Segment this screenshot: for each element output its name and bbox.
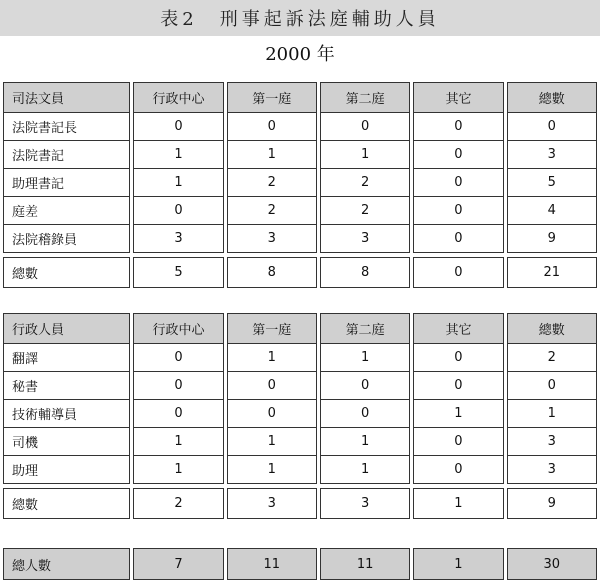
table-cell: 3 [133,225,223,253]
total-cell: 5 [133,257,223,288]
row-label: 法院稽錄員 [3,225,130,253]
total-cell: 1 [413,488,503,519]
row-label: 翻譯 [3,344,130,372]
table-cell: 0 [133,400,223,428]
table-cell: 0 [413,197,503,225]
table-cell: 0 [227,400,317,428]
grand-total-row [3,548,597,580]
total-cell: 8 [320,257,410,288]
table-header-row [3,82,597,113]
table-header-row [3,313,597,344]
row-label: 庭差 [3,197,130,225]
table-cell: 3 [507,141,597,169]
table-cell: 0 [413,225,503,253]
column-header: 第一庭 [227,313,317,344]
table-cell: 0 [133,344,223,372]
table-cell: 1 [320,344,410,372]
table-cell: 1 [320,141,410,169]
table-cell: 0 [320,113,410,141]
table-cell: 1 [320,456,410,484]
table-cell: 0 [413,428,503,456]
judicial-staff-table [0,82,600,288]
table-cell: 4 [507,197,597,225]
table-cell: 1 [227,344,317,372]
column-header: 第二庭 [320,313,410,344]
row-label: 助理 [3,456,130,484]
table-cell: 1 [133,141,223,169]
column-header: 行政中心 [133,82,223,113]
table-row [3,344,597,372]
table-row [3,141,597,169]
administrative-staff-table [0,313,600,519]
column-header: 總數 [507,313,597,344]
table-cell: 9 [507,225,597,253]
table-row [3,225,597,253]
grand-total-cell: 30 [507,548,597,580]
total-label: 總數 [3,257,130,288]
table-cell: 0 [413,169,503,197]
table-cell: 1 [133,428,223,456]
table-cell: 2 [320,197,410,225]
table-cell: 2 [227,169,317,197]
table-cell: 1 [133,169,223,197]
total-cell: 2 [133,488,223,519]
table-cell: 1 [413,400,503,428]
table-cell: 0 [320,400,410,428]
table-row [3,113,597,141]
table-cell: 3 [507,428,597,456]
column-header: 總數 [507,82,597,113]
table-cell: 3 [227,225,317,253]
table-row [3,428,597,456]
table-cell: 3 [320,225,410,253]
row-header-label: 司法文員 [3,82,130,113]
table-cell: 1 [227,428,317,456]
grand-total-label: 總人數 [3,548,130,580]
table-cell: 0 [507,372,597,400]
column-header: 其它 [413,82,503,113]
table-cell: 1 [227,456,317,484]
total-cell: 8 [227,257,317,288]
table-cell: 2 [227,197,317,225]
table-cell: 0 [413,113,503,141]
table-cell: 0 [413,456,503,484]
total-cell: 9 [507,488,597,519]
table-cell: 2 [320,169,410,197]
total-cell: 3 [320,488,410,519]
row-label: 司機 [3,428,130,456]
year-heading: 2000 年 [265,44,335,65]
grand-total-cell: 7 [133,548,223,580]
table-cell: 0 [133,197,223,225]
table-cell: 0 [133,372,223,400]
table-row [3,197,597,225]
table-cell: 1 [133,456,223,484]
table-cell: 0 [133,113,223,141]
grand-total-cell: 11 [227,548,317,580]
total-cell: 21 [507,257,597,288]
table-cell: 0 [227,113,317,141]
table-cell: 0 [507,113,597,141]
grand-total-cell: 1 [413,548,503,580]
column-header: 其它 [413,313,503,344]
total-cell: 0 [413,257,503,288]
column-header: 行政中心 [133,313,223,344]
table-cell: 1 [507,400,597,428]
table-cell: 0 [413,344,503,372]
row-label: 法院書記 [3,141,130,169]
grand-total-table [0,548,600,580]
table-cell: 1 [227,141,317,169]
column-header: 第二庭 [320,82,410,113]
total-cell: 3 [227,488,317,519]
total-row [3,257,597,288]
table-row [3,400,597,428]
table-row [3,169,597,197]
row-label: 技術輔導員 [3,400,130,428]
table-cell: 0 [227,372,317,400]
table-cell: 0 [413,372,503,400]
row-label: 秘書 [3,372,130,400]
table-title: 表2 刑事起訴法庭輔助人員 [0,0,600,36]
table-cell: 1 [320,428,410,456]
column-header: 第一庭 [227,82,317,113]
row-label: 助理書記 [3,169,130,197]
total-label: 總數 [3,488,130,519]
table-cell: 0 [413,141,503,169]
table-cell: 3 [507,456,597,484]
grand-total-cell: 11 [320,548,410,580]
row-label: 法院書記長 [3,113,130,141]
total-row [3,488,597,519]
table-row [3,456,597,484]
table-cell: 5 [507,169,597,197]
table-cell: 0 [320,372,410,400]
table-cell: 2 [507,344,597,372]
table-row [3,372,597,400]
row-header-label: 行政人員 [3,313,130,344]
